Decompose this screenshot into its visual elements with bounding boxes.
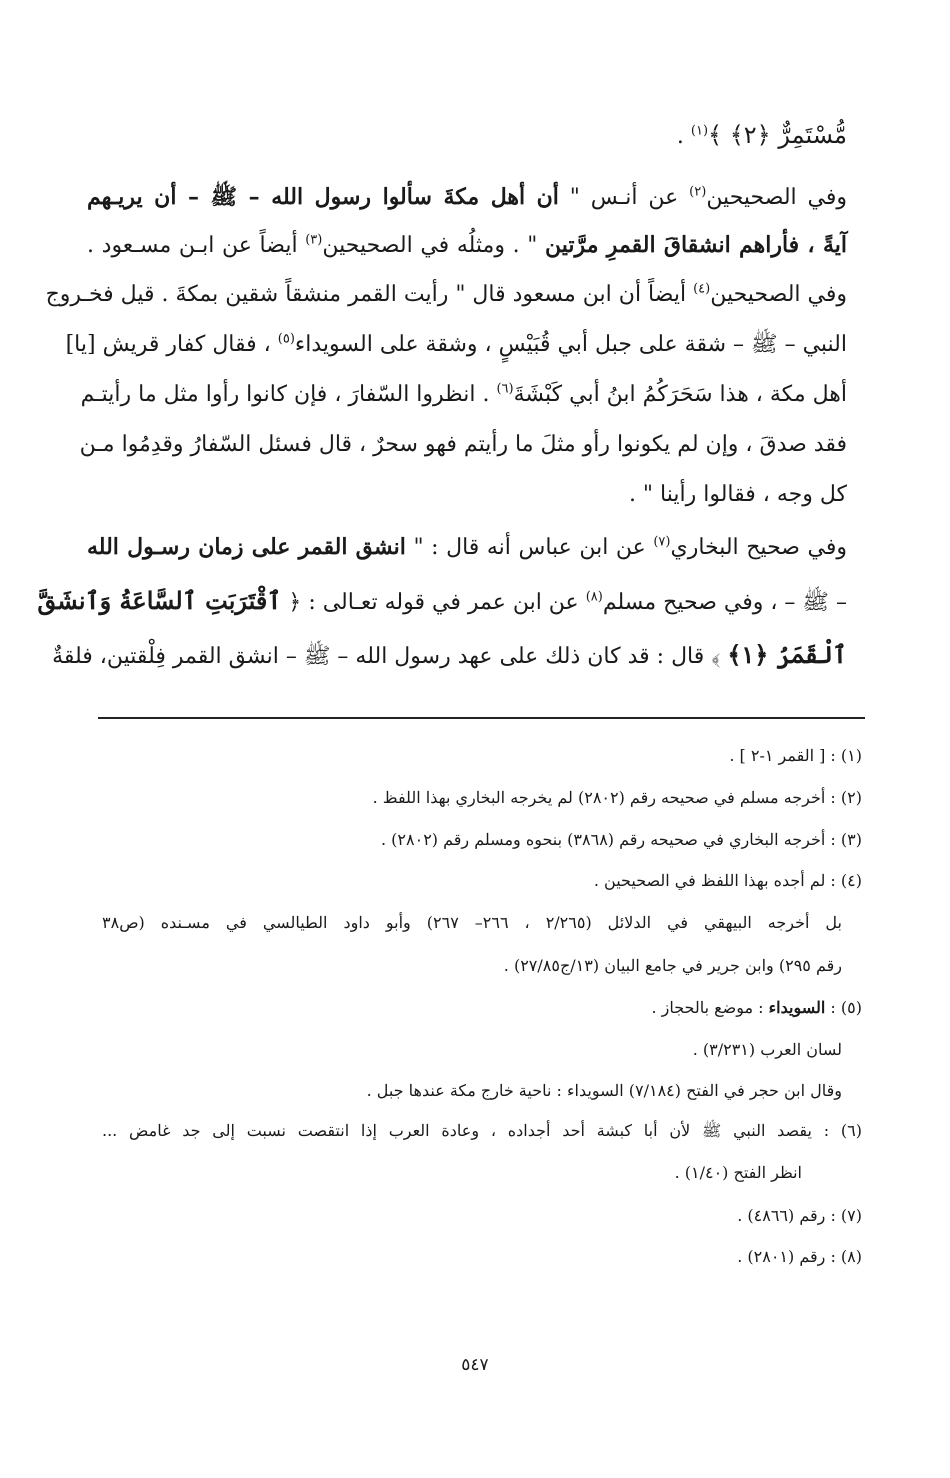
hadith-quote-bold: آيةً ، فأراهم انشقاقَ القمرِ مرَّتين xyxy=(545,232,847,258)
text-run: أهل مكة ، هذا سَحَرَكُمُ ابنُ أبي كَبْشَةَ xyxy=(513,382,847,407)
quran-verse: ٱلْقَمَرُ ﴿١﴾ xyxy=(727,640,847,669)
footnote-7: (٧) : رقم (٤٨٦٦) . xyxy=(737,1206,862,1225)
text-run: وفي الصحيحين xyxy=(710,282,847,307)
footnote-5 xyxy=(651,997,862,1019)
footnote-ref-6: (٦) xyxy=(496,381,514,397)
main-line-5 xyxy=(65,330,847,360)
footnote-5-continuation-1: لسان العرب (٣/٢٣١) . xyxy=(692,1040,842,1059)
footnote-ref-7: (٧) xyxy=(653,534,671,550)
text-run: عن ابن عباس أنه قال : " xyxy=(405,535,654,560)
text-run: أيضاً أن ابن مسعود قال " رأيت القمر منشقاً شقين بمكةَ . قيل فخـروج xyxy=(45,282,694,307)
text-run: النبي – ﷺ – شقة على جبل أبي قُبَيْسٍ ، وشقة على السويداء xyxy=(294,332,847,357)
main-line-6 xyxy=(80,380,847,410)
footnote-5-continuation-2: وقال ابن حجر في الفتح (٧/١٨٤) السويداء : ناحية خارج مكة عندها جبل . xyxy=(366,1081,842,1100)
hadith-quote-bold: انشق القمر على زمان رسـول الله xyxy=(87,534,406,560)
text-run: . انظروا السّفارَ ، فإن كانوا رأوا مثل ما رأيتـم xyxy=(80,382,497,407)
text-run: ، فقال كفار قريش [يا] xyxy=(65,332,278,357)
main-line-8: كل وجه ، فقالوا رأينا " . xyxy=(628,482,847,507)
footnote-4-continuation-1: بل أخرجه البيهقي في الدلائل (٢/٢٦٥ ، ٢٦٦– ٢٦٧) وأبو داود الطيالسي في مسـنده (ص٣٨ xyxy=(102,913,842,932)
footnote-3: (٣) : أخرجه البخاري في صحيحه رقم (٣٨٦٨) بنحوه ومسلم رقم (٢٨٠٢) . xyxy=(380,830,862,849)
footnote-separator xyxy=(98,717,865,719)
footnote-6: (٦) : يقصد النبي ﷺ لأن أبا كبشة أحد أجداده ، وعادة العرب إذا انتقصت نسبت إلى جد غامض ... xyxy=(102,1121,862,1140)
main-line-9 xyxy=(87,532,847,563)
footnote-ref-3: (٣) xyxy=(305,232,323,248)
footnote-ref-8: (٨) xyxy=(585,589,603,605)
footnote-1: (١) : [ القمر ١-٢ ] . xyxy=(729,746,862,765)
footnote-4: (٤) : لم أجده بهذا اللفظ في الصحيحين . xyxy=(593,871,862,890)
footnote-5-number: (٥) : xyxy=(825,998,862,1017)
text-run: – ﷺ – ، وفي صحيح مسلم xyxy=(602,590,847,615)
text-run: " . ومثلُه في الصحيحين xyxy=(322,233,546,258)
footnote-2: (٢) : أخرجه مسلم في صحيحه رقم (٢٨٠٢) لم يخرجه البخاري بهذا اللفظ . xyxy=(372,788,862,807)
main-line-10 xyxy=(37,586,847,618)
footnote-ref-2: (٢) xyxy=(689,184,707,200)
footnote-8: (٨) : رقم (٢٨٠١) . xyxy=(737,1247,862,1266)
footnote-4-continuation-2: رقم ٢٩٥) وابن جرير في جامع البيان (١٣/ج٢٧/٨٥) . xyxy=(503,956,842,975)
line-end-punct: . xyxy=(676,124,691,149)
main-line-2 xyxy=(87,182,847,213)
quran-verse-end: مُّسْتَمِرٌّ ﴿٢﴾ ﴾ xyxy=(708,121,847,149)
footnote-5-term: السويداء xyxy=(768,998,826,1017)
main-line-7: فقد صدقَ ، وإن لم يكونوا رأو مثلَ ما رأيتم فهو سحرٌ ، قال فسئل السّفارُ وقدِمُوا مـن xyxy=(79,432,847,457)
footnote-ref-1: (١) xyxy=(690,123,709,139)
page-number: ٥٤٧ xyxy=(461,1355,489,1375)
main-line-4 xyxy=(45,280,847,310)
text-run: عن ابن عمر في قوله تعـالى : ﴿ xyxy=(281,590,586,615)
footnote-6-continuation: انظر الفتح (١/٤٠) . xyxy=(674,1163,802,1182)
hadith-quote-bold: أن أهل مكةَ سألوا رسول الله – ﷺ – أن يريـهم xyxy=(87,184,559,210)
footnote-ref-4: (٤) xyxy=(693,281,711,297)
text-run: ﴾ قال : قد كان ذلك على عهد رسول الله – ﷺ – انشق القمر فِلْقتين، فلقةٌ xyxy=(52,644,728,669)
footnote-ref-5: (٥) xyxy=(277,331,295,347)
text-run: وفي الصحيحين xyxy=(706,185,847,210)
main-line-3 xyxy=(87,230,847,261)
main-line-11 xyxy=(52,640,847,672)
main-line-1 xyxy=(87,120,847,152)
quran-verse: ٱقْتَرَبَتِ ٱلسَّاعَةُ وَٱنشَقَّ xyxy=(37,586,282,615)
text-run: وفي صحيح البخاري xyxy=(670,535,847,560)
footnote-5-text: : موضع بالحجاز . xyxy=(651,998,769,1017)
text-run: أيضاً عن ابـن مسـعود . xyxy=(87,233,306,258)
text-run: عن أنـس " xyxy=(558,185,690,210)
